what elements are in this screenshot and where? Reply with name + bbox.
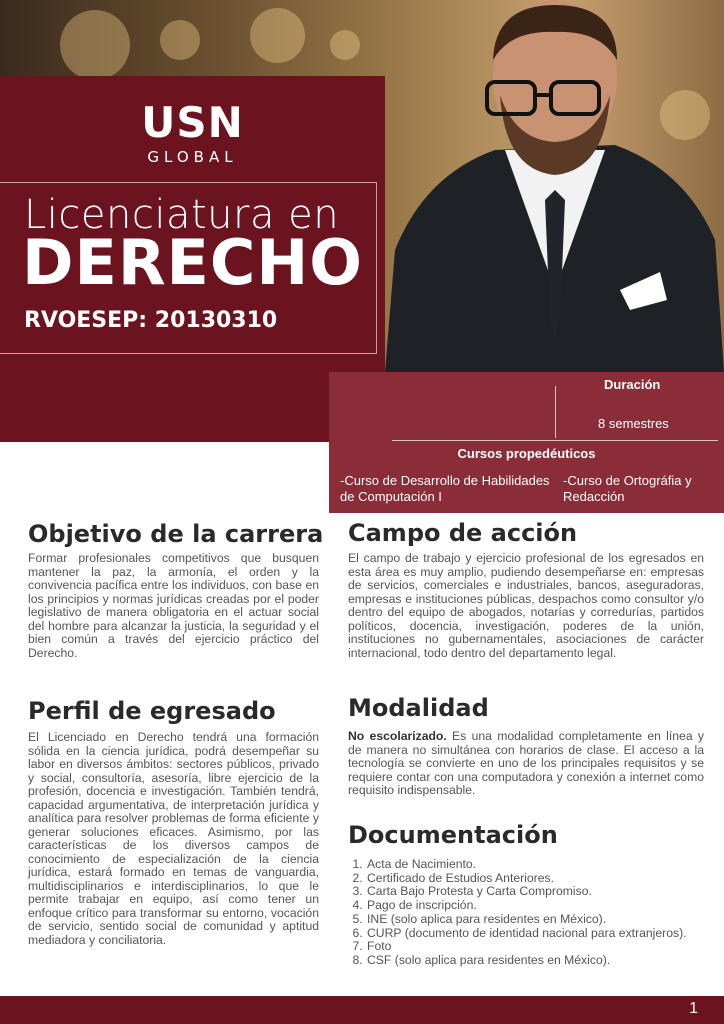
horizontal-divider xyxy=(392,440,718,441)
objetivo-title: Objetivo de la carrera xyxy=(28,520,324,548)
list-item: 6. CURP (documento de identidad nacional para extranjeros). xyxy=(366,927,722,941)
duracion-label: Duración xyxy=(604,377,661,392)
list-item: 7. Foto xyxy=(366,940,722,954)
documentacion-title: Documentación xyxy=(348,821,558,849)
list-item: 4. Pago de inscripción. xyxy=(366,899,722,913)
usn-logo: USN xyxy=(141,98,244,147)
modalidad-bold: No escolarizado. xyxy=(348,729,447,743)
curso-ortografia: -Curso de Ortográfia y Redacción xyxy=(563,473,692,504)
list-item: 1. Acta de Nacimiento. xyxy=(366,858,722,872)
perfil-text: El Licenciado en Derecho tendrá una formación sólida en la ciencia jurídica, podrá desempeñar su labor en diversos ámbitos: sectores públicos, privado y social, consultoría, asesoría, libre ejercicio de la profesión, docencia e investigación. También tendrá, capacidad argumentativa, de interpretación jurídica y analítica para resolver problemas de forma eficiente y generar soluciones eficaces. Asimismo, por las características de los diversos campos de conocimiento de especialización de la ciencia jurídica, estará formado en temas de vanguardia, multidisciplinarios e interdisciplinarios, lo que le permite trabajar en equipo, así como tener un enfoque crítico para transformar su entorno, vocación de servicio, sentido social de comunidad y aptitud mediadora y conciliatoria. xyxy=(28,730,319,947)
vertical-divider xyxy=(555,386,556,438)
curso-computacion: -Curso de Desarrollo de Habilidades de Computación I xyxy=(340,473,550,504)
duracion-value: 8 semestres xyxy=(598,416,669,431)
perfil-title: Perfil de egresado xyxy=(28,697,276,725)
title-line1: Licenciatura en xyxy=(24,192,340,238)
campo-text: El campo de trabajo y ejercicio profesional de los egresados en esta área es muy amplio, pudiendo desempeñarse en: empresas de servicios, comerciales e industriales, bancos, aseguradoras, empresas e instituciones públicas, despachos como consultor y/o dentro del equipo de abogados, notarías y corredurías, partidos políticos, docencia, investigación, poderes de la unión, instituciones no gubernamentales, asociaciones de carácter internacional, todo dentro del departamento legal. xyxy=(348,551,704,660)
documentacion-list xyxy=(348,858,722,968)
rvoe-number: RVOESEP: 20130310 xyxy=(24,308,278,333)
page-number: 1 xyxy=(689,1000,698,1017)
businessman-photo xyxy=(385,0,724,372)
list-item: 5. INE (solo aplica para residentes en México). xyxy=(366,913,722,927)
title-line2: DERECHO xyxy=(22,226,364,299)
modalidad-title: Modalidad xyxy=(348,694,489,722)
modalidad-body: Es una modalidad completamente en línea y de manera no simultánea con horarios de clase. El acceso a la tecnología se convierte en uno de los principales requisitos y se requiere contar con una computadora y conexión a internet como requisito indispensable. xyxy=(348,729,704,797)
list-item: 2. Certificado de Estudios Anteriores. xyxy=(366,872,722,886)
list-item: 3. Carta Bajo Protesta y Carta Compromiso. xyxy=(366,885,722,899)
objetivo-text: Formar profesionales competitivos que busquen mantener la paz, la armonía, el orden y la convivencia pacífica entre los individuos, con base en los principios y normas jurídicas creadas por el poder legislativo de manera obligatoria en el actuar social del hombre para alcanzar la justicia, la seguridad y el bien común a través del ejercicio práctico del Derecho. xyxy=(28,551,319,660)
usn-logo-sub: GLOBAL xyxy=(147,148,238,166)
modalidad-text xyxy=(348,730,704,798)
cursos-label: Cursos propedéuticos xyxy=(457,446,596,461)
list-item: 8. CSF (solo aplica para residentes en México). xyxy=(366,954,722,968)
footer-bar xyxy=(0,996,724,1024)
campo-title: Campo de acción xyxy=(348,519,578,547)
